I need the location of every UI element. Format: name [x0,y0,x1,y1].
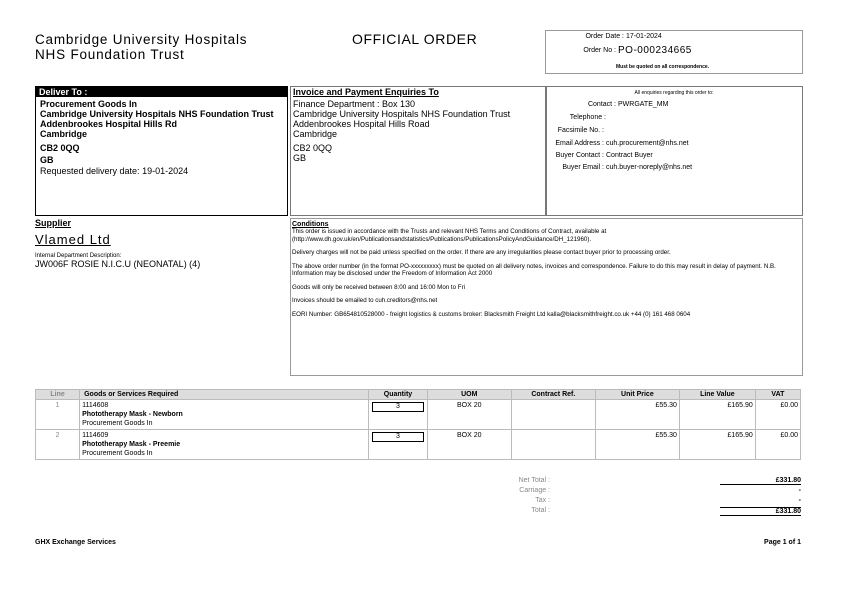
net-total-label: Net Total : [518,477,550,484]
contact-label: Contact : [587,101,616,108]
invoice-line2: Cambridge University Hospitals NHS Foundation Trust [293,109,511,119]
table-header-row [36,390,801,400]
deliver-line5: CB2 0QQ [40,143,80,153]
cell-uom: BOX 20 [427,400,511,430]
cell-line-value: £165.90 [679,430,755,460]
condition-terms: This order is issued in accordance with the Trusts and relevant NHS Terms and Conditions of Contract, available at (http://www.dh.gov.uk/en/Publicationsandstatistics/Publications/PublicationsPolicyAndGuidance/DH_121960). [292,228,607,243]
invoice-line1: Finance Department : Box 130 [293,99,416,109]
tax-label: Tax : [535,497,550,504]
buyer-contact-label: Buyer Contact : [555,152,604,159]
cell-goods [80,430,369,460]
requested-delivery-date: Requested delivery date: 19-01-2024 [40,166,189,176]
cell-contract-ref [511,430,595,460]
net-total-value: £331.80 [720,477,801,485]
trust-name-line1: Cambridge University Hospitals [35,32,248,47]
invoice-enquiries-box [290,86,547,216]
col-uom: UOM [427,390,511,400]
condition-order-number: The above order number (in the format PO-xxxxxxxxx) must be quoted on all delivery notes, invoices and correspondence. Failure to do this may result in delay of payment. N.B. Information may be disclosed under the Freedom of Information Act 2000 [292,262,776,277]
col-unit-price: Unit Price [595,390,679,400]
invoice-line6: GB [293,153,307,163]
supplier-name: Vlamed Ltd [35,232,111,247]
invoice-line4: Cambridge [293,129,338,139]
col-goods: Goods or Services Required [80,390,369,400]
cell-quantity [369,400,427,430]
deliver-line2: Cambridge University Hospitals NHS Foundation Trust [40,109,274,119]
cell-unit-price: £55.30 [595,430,679,460]
order-date-label: Order Date : [585,33,624,40]
item-description: Phototherapy Mask - Newborn [82,411,183,418]
carriage-value: - [798,487,801,494]
item-description: Phototherapy Mask - Preemie [82,441,181,448]
invoice-line5: CB2 0QQ [293,143,333,153]
telephone-label: Telephone : [569,114,606,121]
deliver-line3: Addenbrookes Hospital Hills Rd [40,119,178,129]
col-vat: VAT [755,390,800,400]
cell-quantity [369,430,427,460]
item-code: 1114609 [82,432,109,439]
contact-box [545,86,803,216]
order-items-table [35,389,801,460]
contact-value: PWRGATE_MM [618,101,669,108]
email-label: Email Address : [555,140,604,147]
trust-name-line2: NHS Foundation Trust [35,47,185,62]
cell-line: 1 [36,400,80,430]
cell-vat: £0.00 [755,400,800,430]
total-value: £331.80 [720,507,801,516]
department-value: JW006F ROSIE N.I.C.U (NEONATAL) (4) [35,259,201,269]
invoice-line3: Addenbrookes Hospital Hills Road [293,119,430,129]
quantity-box: 3 [372,402,424,412]
condition-delivery: Delivery charges will not be paid unless specified on the order. If there are any irregularities please contact buyer prior to processing order. [292,249,671,256]
document-title: OFFICIAL ORDER [352,31,478,47]
col-line: Line [36,390,80,400]
conditions-box [290,218,803,376]
item-sub: Procurement Goods In [82,450,153,457]
col-contract-ref: Contract Ref. [511,390,595,400]
order-no-label: Order No : [583,47,616,54]
cell-goods [80,400,369,430]
quantity-box: 3 [372,432,424,442]
supplier-section [35,218,286,374]
condition-eori: EORI Number: GB654810528000 - freight logistics & customs broker: Blacksmith Freight Ltd kalla@blacksmithfreight.co.uk +44 (0) 161 468 0604 [292,310,691,318]
item-code: 1114608 [82,402,109,409]
department-label: Internal Department Description: [35,253,122,259]
contact-note: All enquiries regarding this order to: [634,90,714,96]
supplier-heading: Supplier [35,218,72,228]
condition-goods-hours: Goods will only be received between 8:00 and 16:00 Mon to Fri [292,283,466,291]
trust-name [35,32,247,62]
deliver-line1: Procurement Goods In [40,99,138,109]
table-row [36,400,801,430]
col-line-value: Line Value [679,390,755,400]
total-label: Total : [531,507,550,514]
cell-contract-ref [511,400,595,430]
deliver-line4: Cambridge [40,129,88,139]
cell-unit-price: £55.30 [595,400,679,430]
facsimile-label: Facsimile No. : [557,127,604,134]
deliver-line6: GB [40,155,54,165]
email-value[interactable]: cuh.procurement@nhs.net [606,140,689,147]
invoice-heading: Invoice and Payment Enquiries To [293,87,439,97]
buyer-email-value[interactable]: cuh.buyer-noreply@nhs.net [606,164,693,171]
col-quantity: Quantity [369,390,427,400]
deliver-to-box [35,86,288,216]
item-sub: Procurement Goods In [82,420,153,427]
carriage-label: Carriage : [519,487,550,494]
conditions-heading: Conditions [292,221,329,228]
cell-vat: £0.00 [755,430,800,460]
order-note: Must be quoted on all correspondence. [616,64,710,70]
deliver-to-heading: Deliver To : [36,87,287,97]
buyer-contact-value: Contract Buyer [606,152,653,159]
condition-invoices: Invoices should be emailed to cuh.creditors@nhs.net [292,297,438,304]
footer-left: GHX Exchange Services [35,539,116,546]
tax-value: - [798,497,801,504]
order-date-value: 17-01-2024 [626,33,662,40]
order-no-value: PO-000234665 [618,45,692,56]
page-number: Page 1 of 1 [764,539,801,546]
order-details-box [545,30,803,74]
cell-line-value: £165.90 [679,400,755,430]
cell-uom: BOX 20 [427,430,511,460]
table-row [36,430,801,460]
cell-line: 2 [36,430,80,460]
buyer-email-label: Buyer Email : [562,164,604,171]
